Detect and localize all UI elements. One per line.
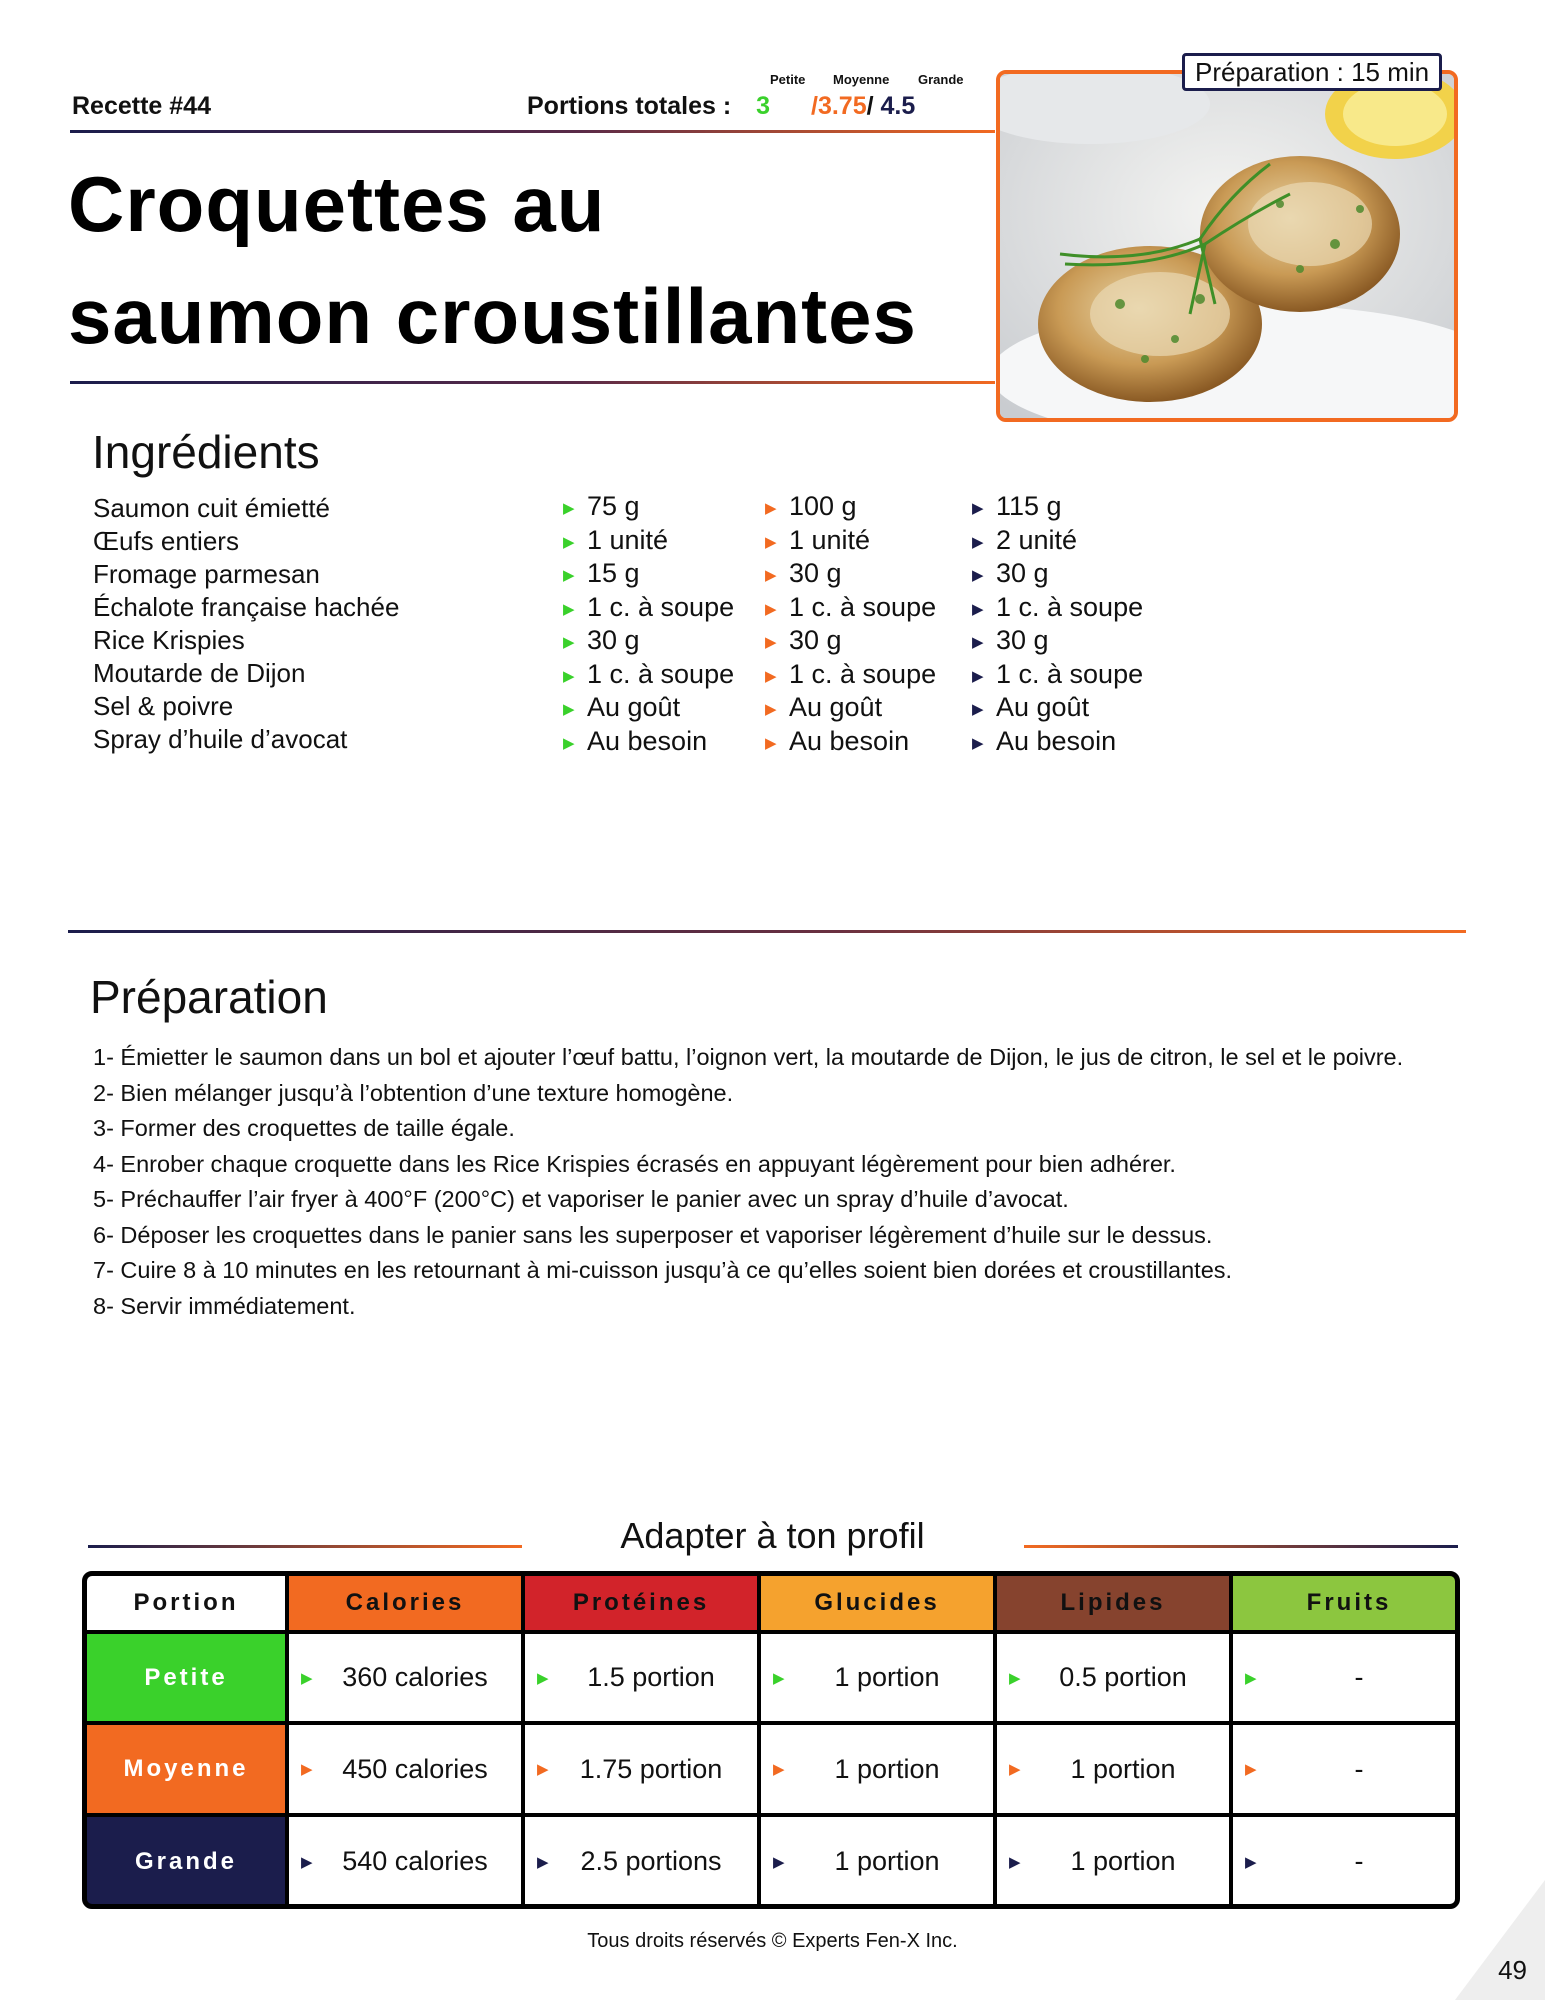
- triangle-right-icon: ▶: [773, 1669, 785, 1687]
- ingredient-name: Échalote française hachée: [93, 592, 400, 622]
- quantity-item: ▶ 75 g: [563, 490, 734, 524]
- preparation-heading: Préparation: [90, 971, 328, 1023]
- quantity-item: ▶ 1 unité: [765, 524, 936, 558]
- quantities-moyenne: [765, 490, 936, 758]
- quantity-item: ▶ 115 g: [972, 490, 1143, 524]
- row-label-grande: Grande: [87, 1817, 285, 1906]
- preparation-step: 1- Émietter le saumon dans un bol et ajouter l’œuf battu, l’oignon vert, la moutarde de Dijon, le jus de citron, le sel et le poivre.: [93, 1044, 1404, 1070]
- triangle-right-icon: ▶: [1245, 1669, 1257, 1687]
- table-cell: ▶ 2.5 portions: [525, 1817, 757, 1906]
- triangle-right-icon: ▶: [563, 734, 575, 752]
- triangle-right-icon: ▶: [1009, 1853, 1021, 1871]
- quantity-item: ▶ Au goût: [563, 691, 734, 725]
- page-number: 49: [1498, 1955, 1527, 1985]
- quantities-grande: [972, 490, 1143, 758]
- ingredient-name: Sel & poivre: [93, 691, 234, 721]
- quantity-item: ▶ 30 g: [563, 624, 734, 658]
- header-proteines: Protéines: [525, 1576, 757, 1630]
- triangle-right-icon: ▶: [773, 1761, 785, 1778]
- table-cell: ▶ 540 calories: [289, 1817, 521, 1906]
- portions-moyenne-value: 3.75: [817, 92, 867, 120]
- recipe-title-line2: saumon croustillantes: [68, 272, 917, 360]
- title-divider: [70, 381, 995, 384]
- triangle-right-icon: ▶: [972, 500, 984, 517]
- preparation-step: 4- Enrober chaque croquette dans les Rice Krispies écrasés en appuyant légèrement pour bien adhérer.: [93, 1150, 1176, 1177]
- quantity-item: ▶ 1 c. à soupe: [765, 658, 936, 692]
- table-cell: ▶ 1 portion: [761, 1817, 993, 1906]
- triangle-right-icon: ▶: [1009, 1761, 1021, 1778]
- ingredient-name: Fromage parmesan: [93, 559, 320, 589]
- triangle-right-icon: ▶: [765, 567, 777, 584]
- header-fruits: Fruits: [1233, 1576, 1460, 1630]
- preparation-step: 5- Préchauffer l’air fryer à 400°F (200°C) et vaporiser le panier avec un spray d’huile d’avocat.: [93, 1186, 1069, 1212]
- portions-separator: /: [811, 92, 818, 120]
- size-label-grande: Grande: [918, 72, 964, 87]
- table-cell: ▶ 360 calories: [289, 1634, 521, 1721]
- recipe-number: Recette #44: [72, 92, 211, 120]
- header-glucides: Glucides: [761, 1576, 993, 1630]
- triangle-right-icon: ▶: [972, 634, 984, 651]
- quantity-item: ▶ 2 unité: [972, 524, 1143, 558]
- table-cell: ▶ -: [1233, 1725, 1460, 1813]
- profile-table-heading: Adapter à ton profil: [620, 1515, 925, 1556]
- table-cell: ▶ 1 portion: [761, 1634, 993, 1721]
- portions-separator: /: [866, 92, 874, 120]
- triangle-right-icon: ▶: [563, 500, 575, 517]
- quantity-item: ▶ 1 c. à soupe: [563, 658, 734, 692]
- triangle-right-icon: ▶: [1245, 1761, 1257, 1778]
- prep-time-badge: Préparation : 15 min: [1182, 53, 1442, 91]
- triangle-right-icon: ▶: [1245, 1853, 1257, 1871]
- quantity-item: ▶ 30 g: [972, 557, 1143, 591]
- triangle-right-icon: ▶: [563, 667, 575, 685]
- portions-totals: [527, 92, 915, 121]
- size-label-petite: Petite: [770, 72, 806, 87]
- triangle-right-icon: ▶: [301, 1761, 313, 1778]
- preparation-step: 3- Former des croquettes de taille égale.: [93, 1115, 515, 1141]
- triangle-right-icon: ▶: [563, 567, 575, 584]
- portions-grande-value: 4.5: [880, 92, 916, 120]
- preparation-steps: [93, 1040, 1453, 1324]
- size-label-moyenne: Moyenne: [833, 72, 890, 87]
- table-heading-rule-left: [88, 1545, 522, 1548]
- triangle-right-icon: ▶: [972, 600, 984, 618]
- table-cell: ▶ -: [1233, 1817, 1460, 1906]
- triangle-right-icon: ▶: [765, 634, 777, 651]
- quantity-item: ▶ 1 unité: [563, 524, 734, 558]
- ingredient-name: Moutarde de Dijon: [93, 658, 306, 688]
- triangle-right-icon: ▶: [972, 734, 984, 752]
- table-cell: ▶ 1.5 portion: [525, 1634, 757, 1721]
- portions-petite-value: 3: [756, 92, 771, 120]
- triangle-right-icon: ▶: [765, 600, 777, 618]
- triangle-right-icon: ▶: [563, 634, 575, 651]
- triangle-right-icon: ▶: [765, 500, 777, 517]
- triangle-right-icon: ▶: [972, 667, 984, 685]
- triangle-right-icon: ▶: [537, 1669, 549, 1687]
- triangle-right-icon: ▶: [301, 1853, 313, 1871]
- triangle-right-icon: ▶: [972, 567, 984, 584]
- triangle-right-icon: ▶: [563, 533, 575, 551]
- header-calories: Calories: [289, 1576, 521, 1630]
- quantity-item: ▶ Au besoin: [765, 725, 936, 759]
- quantity-item: ▶ 1 c. à soupe: [972, 658, 1143, 692]
- quantity-item: ▶ 1 c. à soupe: [972, 591, 1143, 625]
- ingredient-name: Spray d’huile d’avocat: [93, 724, 348, 754]
- quantity-item: ▶ Au besoin: [563, 725, 734, 759]
- quantity-item: ▶ Au goût: [972, 691, 1143, 725]
- quantity-item: ▶ Au goût: [765, 691, 936, 725]
- triangle-right-icon: ▶: [773, 1853, 785, 1871]
- ingredients-heading: Ingrédients: [92, 426, 320, 478]
- triangle-right-icon: ▶: [765, 734, 777, 752]
- quantity-item: ▶ 1 c. à soupe: [765, 591, 936, 625]
- quantity-item: ▶ Au besoin: [972, 725, 1143, 759]
- ingredient-name: Rice Krispies: [93, 625, 245, 655]
- table-cell: ▶ 450 calories: [289, 1725, 521, 1813]
- ingredient-name: Saumon cuit émietté: [93, 493, 331, 523]
- quantity-item: ▶ 30 g: [765, 557, 936, 591]
- preparation-step: 2- Bien mélanger jusqu’à l’obtention d’une texture homogène.: [93, 1079, 734, 1106]
- quantity-item: ▶ 100 g: [765, 490, 936, 524]
- triangle-right-icon: ▶: [301, 1669, 313, 1687]
- triangle-right-icon: ▶: [563, 600, 575, 618]
- header-divider: [70, 130, 995, 133]
- triangle-right-icon: ▶: [972, 701, 984, 718]
- triangle-right-icon: ▶: [765, 533, 777, 551]
- triangle-right-icon: ▶: [972, 533, 984, 551]
- quantity-item: ▶ 30 g: [972, 624, 1143, 658]
- portions-label: Portions totales :: [527, 92, 732, 120]
- ingredient-name: Œufs entiers: [93, 526, 239, 556]
- table-cell: ▶ 1 portion: [997, 1817, 1229, 1906]
- table-cell: ▶ 1 portion: [761, 1725, 993, 1813]
- table-heading-rule-right: [1024, 1545, 1458, 1548]
- header-portion: Portion: [87, 1576, 285, 1630]
- nutrition-profile-table: [82, 1571, 1460, 1909]
- quantity-item: ▶ 15 g: [563, 557, 734, 591]
- section-divider: [68, 930, 1466, 933]
- table-cell: ▶ -: [1233, 1634, 1460, 1721]
- recipe-title-line1: Croquettes au: [68, 160, 606, 248]
- table-cell: ▶ 0.5 portion: [997, 1634, 1229, 1721]
- preparation-step: 6- Déposer les croquettes dans le panier sans les superposer et vaporiser légèrement d’huile sur le dessus.: [93, 1221, 1213, 1248]
- preparation-step: 8- Servir immédiatement.: [93, 1292, 356, 1319]
- salmon-croquettes-image: [1000, 74, 1454, 418]
- recipe-title: [68, 148, 968, 372]
- triangle-right-icon: ▶: [765, 701, 777, 718]
- preparation-step: 7- Cuire 8 à 10 minutes en les retournant à mi-cuisson jusqu’à ce qu’elles soient bien dorées et croustillantes.: [93, 1257, 1233, 1283]
- quantities-petite: [563, 490, 734, 758]
- quantity-item: ▶ 1 c. à soupe: [563, 591, 734, 625]
- triangle-right-icon: ▶: [765, 667, 777, 685]
- quantity-item: ▶ 30 g: [765, 624, 936, 658]
- table-cell: ▶ 1 portion: [997, 1725, 1229, 1813]
- ingredient-names: [93, 492, 399, 756]
- copyright-footer: Tous droits réservés © Experts Fen-X Inc.: [587, 1930, 958, 1952]
- header-lipides: Lipides: [997, 1576, 1229, 1630]
- recipe-photo: [996, 70, 1458, 422]
- triangle-right-icon: ▶: [537, 1761, 549, 1778]
- table-cell: ▶ 1.75 portion: [525, 1725, 757, 1813]
- triangle-right-icon: ▶: [563, 701, 575, 718]
- row-label-petite: Petite: [87, 1634, 285, 1721]
- triangle-right-icon: ▶: [537, 1853, 549, 1871]
- row-label-moyenne: Moyenne: [87, 1725, 285, 1813]
- triangle-right-icon: ▶: [1009, 1669, 1021, 1687]
